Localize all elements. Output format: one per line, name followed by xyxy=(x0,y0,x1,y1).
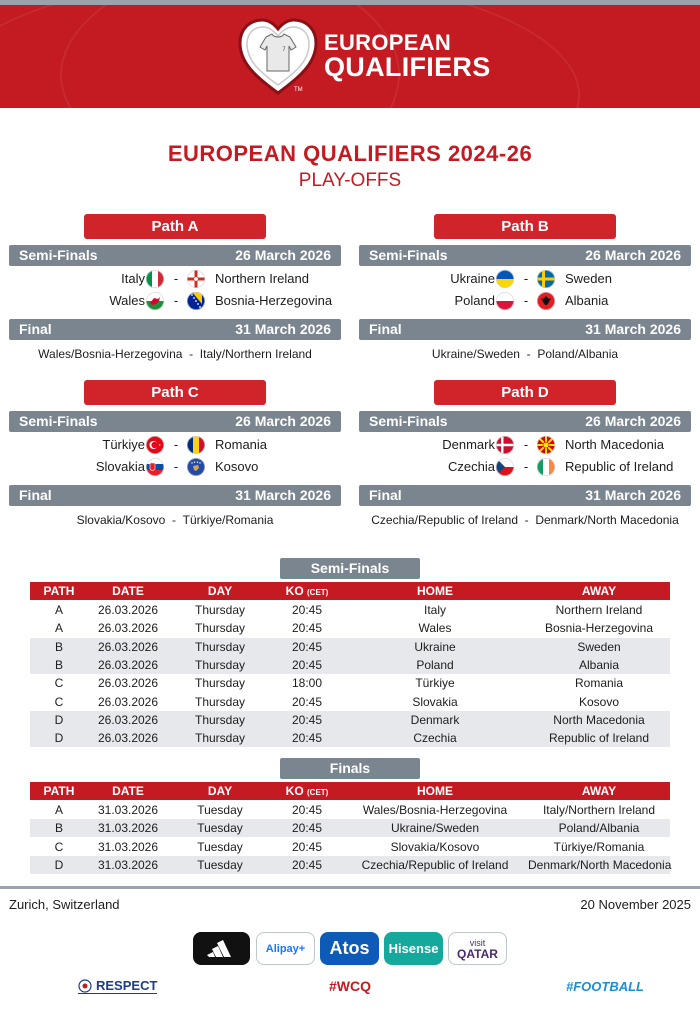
alipay-logo: Alipay+ xyxy=(256,932,315,965)
cell-away: Bosnia-Herzegovina xyxy=(544,621,654,636)
cell-ko: 20:45 xyxy=(291,621,323,636)
visit-qatar-bottom: QATAR xyxy=(457,946,498,961)
cell-path: A xyxy=(54,621,63,636)
finals-table-label: Finals xyxy=(280,758,420,779)
versus-dash: - xyxy=(173,459,179,474)
footer-date: 20 November 2025 xyxy=(580,897,691,912)
romania-flag-icon xyxy=(187,436,205,454)
final-label: Final xyxy=(369,321,402,337)
versus-dash: - xyxy=(523,437,529,452)
adidas-logo xyxy=(193,932,250,965)
visit-qatar-logo xyxy=(448,932,507,965)
logo-line2: QUALIFIERS xyxy=(324,52,491,82)
path-b-semi-final-match xyxy=(359,269,691,289)
versus-dash: - xyxy=(173,293,179,308)
away-team: Northern Ireland xyxy=(215,271,309,286)
cell-home: Denmark xyxy=(410,712,460,727)
svg-text:7: 7 xyxy=(282,46,286,53)
cell-home: Czechia/Republic of Ireland xyxy=(361,857,509,872)
semi-finals-table-header xyxy=(30,582,670,600)
home-team: Poland xyxy=(454,293,495,308)
logo-line1: EUROPEAN xyxy=(324,30,452,55)
cell-day: Thursday xyxy=(194,694,246,709)
cell-date: 26.03.2026 xyxy=(97,712,159,727)
cell-day: Tuesday xyxy=(197,857,243,872)
kosovo-flag-icon xyxy=(187,458,205,476)
italy-flag-icon xyxy=(146,270,164,288)
table-row xyxy=(30,819,670,837)
table-row xyxy=(30,619,670,637)
cell-away: Denmark/North Macedonia xyxy=(528,857,672,872)
cell-date: 31.03.2026 xyxy=(97,803,159,817)
visit-qatar-top: visit xyxy=(469,937,486,948)
cell-day: Thursday xyxy=(194,731,246,746)
cell-day: Thursday xyxy=(194,603,246,617)
cell-home: Poland xyxy=(416,657,454,672)
col-home: HOME xyxy=(417,784,453,798)
col-ko-unit: (CET) xyxy=(307,588,329,597)
col-ko-label: KO xyxy=(285,584,304,598)
path-c-semi-final-match xyxy=(9,435,341,455)
cell-ko: 20:45 xyxy=(291,603,323,617)
cell-path: C xyxy=(54,839,64,854)
cell-ko: 20:45 xyxy=(291,839,323,854)
bosnia-herzegovina-flag-icon xyxy=(187,292,205,310)
col-date: DATE xyxy=(112,584,144,598)
cell-date: 26.03.2026 xyxy=(97,639,159,654)
cell-home: Italy xyxy=(423,603,446,617)
cell-away: Northern Ireland xyxy=(555,603,643,617)
table-row xyxy=(30,693,670,711)
versus-dash: - xyxy=(519,347,538,361)
path-b-semi-final-match xyxy=(359,291,691,311)
final-home: Wales/Bosnia-Herzegovina xyxy=(38,347,183,361)
home-team: Wales xyxy=(109,293,145,308)
cell-ko: 20:45 xyxy=(291,712,323,727)
versus-dash: - xyxy=(182,347,200,361)
col-path: PATH xyxy=(43,784,75,798)
table-row xyxy=(30,856,670,874)
path-c-semi-final-match xyxy=(9,457,341,477)
north-macedonia-flag-icon xyxy=(537,436,555,454)
versus-dash: - xyxy=(165,513,183,527)
cell-ko: 20:45 xyxy=(291,857,323,872)
away-team: Albania xyxy=(565,293,609,308)
home-team: Italy xyxy=(121,271,145,286)
away-team: Romania xyxy=(215,437,268,452)
table-row xyxy=(30,656,670,674)
cell-date: 26.03.2026 xyxy=(97,603,159,617)
denmark-flag-icon xyxy=(496,436,514,454)
col-ko xyxy=(272,582,342,602)
col-ko-unit: (CET) xyxy=(307,788,329,797)
sweden-flag-icon xyxy=(537,270,555,288)
cell-away: North Macedonia xyxy=(553,712,645,727)
cell-away: Republic of Ireland xyxy=(548,731,650,746)
final-away: Poland/Albania xyxy=(537,347,619,361)
adidas-stripes-icon xyxy=(207,939,237,959)
cell-day: Thursday xyxy=(194,676,246,691)
cell-ko: 20:45 xyxy=(291,694,323,709)
path-c-semi-finals-bar xyxy=(9,411,341,432)
semi-finals-label: Semi-Finals xyxy=(369,247,448,263)
col-ko-label: KO xyxy=(285,784,304,798)
hisense-logo: Hisense xyxy=(384,932,443,965)
cell-ko: 20:45 xyxy=(291,731,323,746)
cell-day: Tuesday xyxy=(197,839,243,854)
final-date: 31 March 2026 xyxy=(585,321,681,337)
final-label: Final xyxy=(19,487,52,503)
semi-finals-label: Semi-Finals xyxy=(19,413,98,429)
table-row xyxy=(30,729,670,747)
semi-finals-date: 26 March 2026 xyxy=(235,413,331,429)
hashtag-wcq: #WCQ xyxy=(329,978,371,994)
final-label: Final xyxy=(19,321,52,337)
cell-path: D xyxy=(54,712,64,727)
versus-dash: - xyxy=(173,437,179,452)
cell-home: Czechia xyxy=(413,731,457,746)
versus-dash: - xyxy=(173,271,179,286)
away-team: Bosnia-Herzegovina xyxy=(215,293,333,308)
cell-day: Thursday xyxy=(194,712,246,727)
cell-home: Wales xyxy=(418,621,452,636)
cell-home: Türkiye xyxy=(415,676,455,691)
atos-logo: Atos xyxy=(320,932,379,965)
final-date: 31 March 2026 xyxy=(235,487,331,503)
path-a-final-bar xyxy=(9,319,341,340)
semi-finals-date: 26 March 2026 xyxy=(235,247,331,263)
path-a-semi-final-match xyxy=(9,269,341,289)
final-date: 31 March 2026 xyxy=(585,487,681,503)
col-away: AWAY xyxy=(581,784,617,798)
path-d-semi-final-match xyxy=(359,457,691,477)
path-c-final-match xyxy=(9,513,341,527)
cell-date: 26.03.2026 xyxy=(97,694,159,709)
table-row xyxy=(30,674,670,692)
header-banner xyxy=(0,5,700,108)
cell-path: A xyxy=(54,803,63,817)
cell-date: 31.03.2026 xyxy=(97,839,159,854)
cell-ko: 20:45 xyxy=(291,639,323,654)
republic-of-ireland-flag-icon xyxy=(537,458,555,476)
cell-home: Slovakia xyxy=(412,694,458,709)
table-row xyxy=(30,801,670,819)
col-day: DAY xyxy=(207,584,233,598)
cell-home: Slovakia/Kosovo xyxy=(390,839,480,854)
path-c-final-bar xyxy=(9,485,341,506)
cell-away: Albania xyxy=(578,657,620,672)
turkiye-flag-icon xyxy=(146,436,164,454)
ukraine-flag-icon xyxy=(496,270,514,288)
home-team: Czechia xyxy=(448,459,495,474)
col-home: HOME xyxy=(417,584,453,598)
final-label: Final xyxy=(369,487,402,503)
path-d-final-bar xyxy=(359,485,691,506)
cell-ko: 20:45 xyxy=(291,803,323,817)
cell-path: C xyxy=(54,694,64,709)
czechia-flag-icon xyxy=(496,458,514,476)
home-team: Slovakia xyxy=(95,459,145,474)
versus-dash: - xyxy=(523,459,529,474)
cell-away: Romania xyxy=(574,676,624,691)
cell-path: D xyxy=(54,731,64,746)
away-team: North Macedonia xyxy=(565,437,664,452)
cell-away: Türkiye/Romania xyxy=(553,839,645,854)
table-row xyxy=(30,711,670,729)
cell-away: Kosovo xyxy=(578,694,620,709)
cell-path: B xyxy=(54,657,63,672)
footer-location: Zurich, Switzerland xyxy=(9,897,120,912)
table-row xyxy=(30,638,670,656)
path-a-semi-final-match xyxy=(9,291,341,311)
home-team: Türkiye xyxy=(102,437,145,452)
path-d-tag: Path D xyxy=(434,380,616,405)
path-a-final-match xyxy=(9,347,341,361)
col-day: DAY xyxy=(207,784,233,798)
cell-day: Thursday xyxy=(194,657,246,672)
cell-date: 26.03.2026 xyxy=(97,731,159,746)
table-row xyxy=(30,838,670,856)
col-date: DATE xyxy=(112,784,144,798)
final-away: Türkiye/Romania xyxy=(182,513,274,527)
cell-date: 31.03.2026 xyxy=(97,821,159,836)
path-d-semi-final-match xyxy=(359,435,691,455)
heart-shirt-icon xyxy=(236,15,320,99)
cell-path: A xyxy=(54,603,63,617)
cell-path: B xyxy=(54,821,63,836)
wales-flag-icon xyxy=(146,292,164,310)
cell-ko: 20:45 xyxy=(291,821,323,836)
cell-path: D xyxy=(54,857,64,872)
final-home: Czechia/Republic of Ireland xyxy=(371,513,518,527)
cell-day: Thursday xyxy=(194,639,246,654)
hashtag-football: #FOOTBALL xyxy=(566,979,644,994)
away-team: Republic of Ireland xyxy=(565,459,674,474)
cell-day: Tuesday xyxy=(197,803,243,817)
path-c-tag: Path C xyxy=(84,380,266,405)
cell-day: Thursday xyxy=(194,621,246,636)
albania-flag-icon xyxy=(537,292,555,310)
path-b-tag: Path B xyxy=(434,214,616,239)
final-home: Slovakia/Kosovo xyxy=(76,513,166,527)
final-away: Denmark/North Macedonia xyxy=(535,513,679,527)
cell-home: Ukraine xyxy=(414,639,456,654)
cell-date: 26.03.2026 xyxy=(97,621,159,636)
versus-dash: - xyxy=(518,513,536,527)
path-a-semi-finals-bar xyxy=(9,245,341,266)
page-subtitle: PLAY-OFFS xyxy=(298,170,402,191)
cell-away: Sweden xyxy=(577,639,621,654)
footer-rule xyxy=(0,886,700,889)
cell-date: 31.03.2026 xyxy=(97,857,159,872)
european-qualifiers-logo xyxy=(236,15,491,103)
cell-path: C xyxy=(54,676,64,691)
semi-finals-label: Semi-Finals xyxy=(19,247,98,263)
home-team: Denmark xyxy=(442,437,495,452)
versus-dash: - xyxy=(523,293,529,308)
finals-table-header xyxy=(30,782,670,800)
away-team: Kosovo xyxy=(215,459,259,474)
home-team: Ukraine xyxy=(450,271,495,286)
cell-home: Ukraine/Sweden xyxy=(390,821,480,836)
path-d-final-match xyxy=(359,513,691,527)
col-path: PATH xyxy=(43,584,75,598)
final-home: Ukraine/Sweden xyxy=(431,347,520,361)
semi-finals-date: 26 March 2026 xyxy=(585,413,681,429)
slovakia-flag-icon xyxy=(146,458,164,476)
trademark-mark: TM xyxy=(294,87,303,93)
cell-ko: 18:00 xyxy=(291,676,323,691)
cell-path: B xyxy=(54,639,63,654)
cell-home: Wales/Bosnia-Herzegovina xyxy=(362,803,508,817)
northern-ireland-flag-icon xyxy=(187,270,205,288)
path-b-final-match xyxy=(359,347,691,361)
col-ko xyxy=(272,782,342,802)
versus-dash: - xyxy=(523,271,529,286)
semi-finals-date: 26 March 2026 xyxy=(585,247,681,263)
path-d-semi-finals-bar xyxy=(359,411,691,432)
away-team: Sweden xyxy=(565,271,612,286)
path-b-semi-finals-bar xyxy=(359,245,691,266)
cell-day: Tuesday xyxy=(197,821,243,836)
cell-away: Italy/Northern Ireland xyxy=(542,803,656,817)
final-date: 31 March 2026 xyxy=(235,321,331,337)
col-away: AWAY xyxy=(581,584,617,598)
semi-finals-table-label: Semi-Finals xyxy=(280,558,420,579)
cell-away: Poland/Albania xyxy=(558,821,640,836)
cell-date: 26.03.2026 xyxy=(97,676,159,691)
path-a-tag: Path A xyxy=(84,214,266,239)
page-title: EUROPEAN QUALIFIERS 2024-26 xyxy=(167,141,533,166)
poland-flag-icon xyxy=(496,292,514,310)
final-away: Italy/Northern Ireland xyxy=(199,347,312,361)
cell-date: 26.03.2026 xyxy=(97,657,159,672)
cell-ko: 20:45 xyxy=(291,657,323,672)
respect-text: RESPECT xyxy=(96,978,158,993)
path-b-final-bar xyxy=(359,319,691,340)
semi-finals-label: Semi-Finals xyxy=(369,413,448,429)
table-row xyxy=(30,601,670,619)
